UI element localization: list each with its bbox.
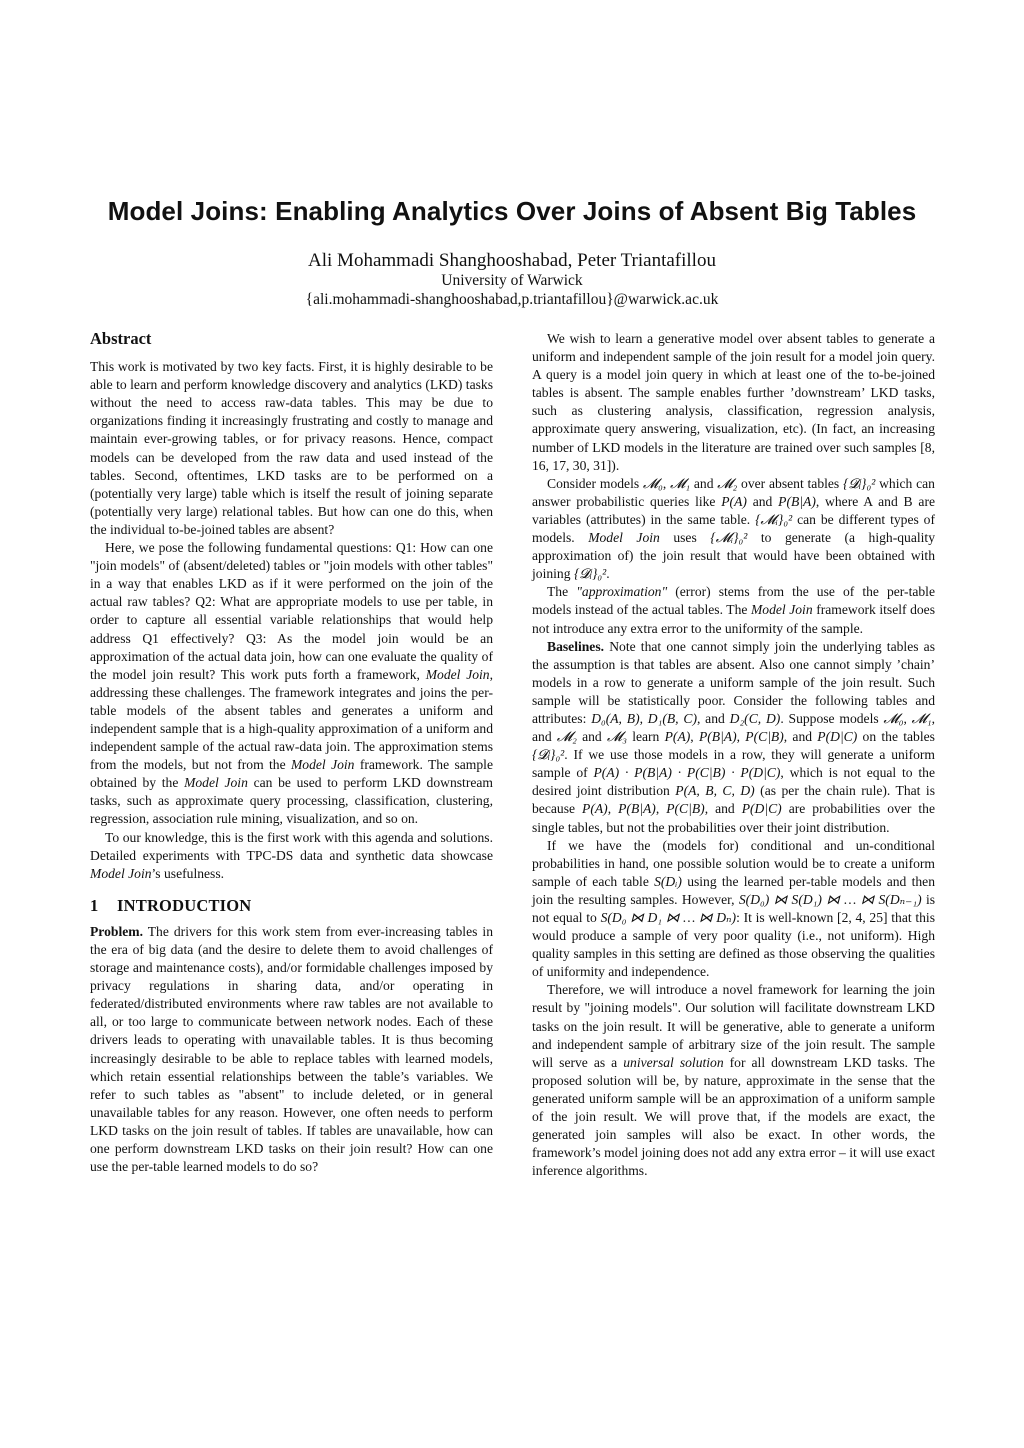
- math-symbol: {𝓓ᵢ}₀²: [532, 747, 565, 763]
- text-run: uses: [673, 530, 697, 546]
- model-join-term: Model Join: [184, 775, 248, 791]
- baselines-paragraph: Baselines. Note that one cannot simply join the underlying tables as the assumption is that tables are absent. Also one cannot simply ’chain’ models in a row to generate a uniform sample of the join result. Such sample will be statistically poor. Consider the following tables and attributes: D₀(A, B), D₁(B, C), and D₂(C, D). Suppose models 𝓜₀, 𝓜₁, and 𝓜₂ and 𝓜₃ learn P(A), P(B|A), P(C|B), and P(D|C) on the tables {𝓓ᵢ}₀². If we use those models in a row, they will generate a uniform sample of P(A) · P(B|A) · P(C|B) · P(D|C), which is not equal to the desired joint distribution P(A, B, C, D) (as per the chain rule). That is because P(A), P(B|A), P(C|B), and P(D|C) are probabilities over the single tables, but not the probabilities over their joint distribution.: [532, 638, 936, 835]
- math-symbol: P(B|A): [618, 801, 656, 817]
- text-run: learn: [632, 729, 660, 745]
- math-symbol: S(Dᵢ): [654, 873, 682, 889]
- text-run: which can answer probabilistic queries like: [532, 475, 935, 509]
- math-symbol: {𝓜ᵢ}₀²: [755, 511, 793, 527]
- abstract-heading: Abstract: [90, 329, 152, 348]
- text-run: Consider models: [547, 475, 640, 491]
- math-symbol: P(A): [582, 801, 608, 817]
- math-symbol: S(D₀) ⋈ S(D₁) ⋈ … ⋈ S(Dₙ₋₁): [738, 891, 922, 907]
- text-run: on the tables: [862, 729, 935, 745]
- universal-solution-term: universal solution: [623, 1054, 724, 1070]
- text-run: , and: [532, 710, 935, 745]
- text-run: The: [547, 584, 569, 600]
- math-symbol: S(D₀ ⋈ D₁ ⋈ … ⋈ Dₙ): [600, 910, 737, 925]
- math-symbol: {𝓓ᵢ}₀²: [843, 475, 876, 491]
- math-symbol: 𝓜₂: [556, 729, 577, 745]
- section-title: INTRODUCTION: [117, 895, 252, 915]
- text-run: (error) stems from the use of the per-table models instead of the actual tables. The: [532, 584, 935, 618]
- text-run: are probabilities over the single tables, but not the probabilities over their joint distribution.: [532, 801, 936, 835]
- right-paragraph-3: [532, 583, 935, 637]
- text-run: , and: [696, 710, 725, 726]
- model-join-term: Model Join: [425, 666, 490, 682]
- text-run: , which is not equal to the desired joint distribution: [532, 765, 935, 799]
- math-symbol: 𝓜₂: [717, 475, 738, 491]
- text-run: and: [693, 475, 714, 491]
- text-run: , addressing these challenges. The framework integrates and joins the per-table models of the absent tables and generates a uniform and independent sample that is a high-quality approximation of a uniform and independent sample of the actual raw-data join. The approximation stems from the models, but not from the: [90, 666, 494, 773]
- math-symbol: D₂(C, D): [729, 710, 781, 726]
- text-run: (as per the chain rule). That is because: [532, 783, 935, 817]
- math-symbol: 𝓜₁: [911, 710, 932, 726]
- right-paragraph-5: [532, 837, 935, 982]
- text-run: is not equal to: [532, 891, 936, 925]
- abstract-paragraph-3: [90, 829, 493, 883]
- math-symbol: P(C|B): [666, 801, 705, 817]
- left-column: [90, 330, 493, 1176]
- math-symbol: P(A): [664, 729, 691, 745]
- math-symbol: 𝓜₁: [670, 475, 691, 491]
- model-join-term: Model Join: [750, 602, 813, 618]
- text-run: . If we use those models in a row, they will generate a uniform sample of: [532, 747, 935, 781]
- text-run: for all downstream LKD tasks. The proposed solution will be, by nature, approximate in the sense that the generated uniform sample will be an approximation of a uniform sample of the join result. We will prove that, if the models are exact, the generated join samples will also be exact. In other words, the framework’s model joining does not add any extra error – it will use exact inference algorithms.: [532, 1054, 935, 1179]
- text-run: The drivers for this work stem from ever-increasing tables in the era of big data (and the desire to delete them to avoid challenges of storage and maintenance costs), and/or formidable challenges imposed by privacy regulations in sharing data, and/or operating in federated/distributed environments where raw tables are not available to all, or too large to communicate between network nodes. Each of these drivers leads to operating with unavailable tables. It is thus becoming increasingly desirable to be able to replace tables with learned models, which retain essential relationships between the table’s variables. We refer to such tables as "absent" to include deleted, or in general unavailable tables for any reason. However, one often needs to perform LKD tasks on the join result of tables. If tables are unavailable, how can one perform downstream LKD tasks on their join result? How can one use the per-table learned models to do so?: [90, 923, 493, 1175]
- text-run: can be different types of models.: [532, 511, 936, 546]
- text-run: to generate (a high-quality approximation of) the join result that would have been obtained with joining: [532, 530, 935, 582]
- text-run: . Suppose models: [780, 710, 879, 726]
- math-symbol: P(B|A): [778, 493, 816, 509]
- right-column: [532, 330, 935, 1180]
- model-join-term: Model Join: [90, 865, 152, 881]
- text-run: and: [582, 729, 602, 745]
- paper-title: Model Joins: Enabling Analytics Over Joins of Absent Big Tables: [107, 196, 917, 226]
- text-run: framework itself does not introduce any extra error to the uniformity of the sample.: [532, 602, 936, 636]
- text-run: : It is well-known [2, 4, 25] that this would produce a sample of very poor quality (i.e., not uniform). High quality samples in this setting are defined as those observing the qualities of uniformity and independence.: [532, 910, 935, 980]
- text-run: Therefore, we will introduce a novel framework for learning the join result by "joining models". Our solution will facilitate downstream LKD tasks on the join result. It will be generative, able to generate a uniform and independent sample of arbitrary size of the join result. The sample will serve as a: [532, 982, 935, 1070]
- text-run: , and: [704, 801, 735, 817]
- math-symbol: {𝓓ᵢ}₀²: [573, 566, 607, 582]
- model-join-term: Model Join: [588, 530, 660, 546]
- abstract-paragraph-1: This work is motivated by two key facts. First, it is highly desirable to be able to learn and perform knowledge discovery and analytics (LKD) tasks without the need to access raw-data tables. This may be due to organizations finding it increasingly frustrating and costly to manage and maintain ever-growing tables, or for privacy reasons. Hence, compact models can be developed from the raw data and used instead of the tables. Second, oftentimes, LKD tasks are to be performed on a (potentially very large) table which is itself the result of joining separate (potentially very large) relational tables. But how can one do this, when the individual to-be-joined tables are absent?: [90, 359, 493, 537]
- text-run: Note that one cannot simply join the underlying tables as the assumption is that tables are absent. Also one cannot simply ’chain’ models in a row to generate a uniform sample of the join result. Such sample will be statistically poor. Consider the following tables and attributes:: [532, 638, 935, 726]
- problem-label: Problem.: [90, 923, 143, 939]
- text-run: To our knowledge, this is the first work with this agenda and solutions. Detailed experiments with TPC-DS data and synthetic data showcase: [90, 829, 493, 863]
- text-run: framework. The sample obtained by the: [90, 757, 493, 791]
- text-run: and: [752, 493, 773, 509]
- math-symbol: P(A) · P(B|A) · P(C|B) · P(D|C): [593, 765, 781, 781]
- text-run: over absent tables: [741, 475, 840, 491]
- right-paragraph-2: Consider models 𝓜₀, 𝓜₁ and 𝓜₂ over absent tables {𝓓ᵢ}₀² which can answer probabilistic queries like P(A) and P(B|A), where A and B are variables (attributes) in the same table. {𝓜ᵢ}₀² can be different types of models. Model Join uses {𝓜ᵢ}₀² to generate (a high-quality approximation of) the join result that would have been obtained with joining {𝓓ᵢ}₀².: [532, 475, 936, 582]
- model-join-term: Model Join: [290, 757, 355, 773]
- text-run: can be used to perform LKD downstream tasks, such as approximate query processing, classification, clustering, regression, association rule mining, visualization, and so on.: [90, 775, 493, 827]
- right-paragraph-1: We wish to learn a generative model over absent tables to generate a uniform and independent sample of the join result for a model join query. A query is a model join query in which at least one of the to-be-joined tables is absent. The sample enables further ’downstream’ LKD tasks, such as clustering analysis, classification, regression analysis, approximate query answering, visualization, etc). (In fact, an increasing number of LKD models in the literature are trained over such samples [8, 16, 17, 30, 31]).: [532, 331, 935, 473]
- math-symbol: P(B|A): [698, 729, 737, 745]
- text-run: ’s usefulness.: [151, 865, 225, 881]
- math-symbol: P(C|B): [745, 729, 784, 745]
- math-symbol: P(D|C): [817, 729, 858, 745]
- author-list: Ali Mohammadi Shanghooshabad, Peter Triantafillou: [308, 250, 716, 271]
- math-symbol: P(A): [721, 493, 747, 509]
- math-symbol: D₁(B, C): [647, 710, 697, 726]
- text-run: If we have the (models for) conditional and un-conditional probabilities in hand, one possible solution would be to create a uniform sample of each table: [532, 837, 935, 889]
- affiliation: University of Warwick: [441, 272, 583, 289]
- math-symbol: 𝓜₀: [642, 475, 663, 491]
- text-run: , and: [783, 729, 813, 745]
- math-symbol: P(A, B, C, D): [675, 783, 755, 799]
- math-symbol: D₀(A, B): [591, 710, 640, 726]
- text-run: Here, we pose the following fundamental questions: Q1: How can one "join models" of (absent/deleted) tables or "join models with other tables" in a way that enables LKD as if it were performed on the join of the actual raw tables? Q2: What are appropriate models to use per table, in order to capture all essential variable relationships that would help address Q1 effectively? Q3: As the model join would be an approximation of the actual data join, how can one evaluate the quality of the model join result? This work puts forth a framework,: [90, 540, 493, 682]
- intro-problem-paragraph: [90, 923, 493, 1176]
- math-symbol: 𝓜₀: [883, 710, 904, 726]
- author-emails: {ali.mohammadi-shanghooshabad,p.triantafillou}@warwick.ac.uk: [305, 291, 719, 308]
- section-heading-introduction: [90, 897, 493, 915]
- text-run: , where A and B are variables (attributes) in the same table.: [532, 493, 936, 527]
- math-symbol: {𝓜ᵢ}₀²: [710, 530, 748, 546]
- math-symbol: 𝓜₃: [606, 729, 627, 745]
- text-run: using the learned per-table models and then join the resulting samples. However,: [532, 873, 935, 907]
- math-symbol: P(D|C): [741, 801, 782, 817]
- section-number: 1: [90, 895, 99, 915]
- approximation-term: "approximation": [576, 584, 668, 600]
- baselines-label: Baselines.: [547, 638, 605, 654]
- abstract-paragraph-2: [90, 539, 493, 829]
- right-paragraph-6: [532, 981, 935, 1180]
